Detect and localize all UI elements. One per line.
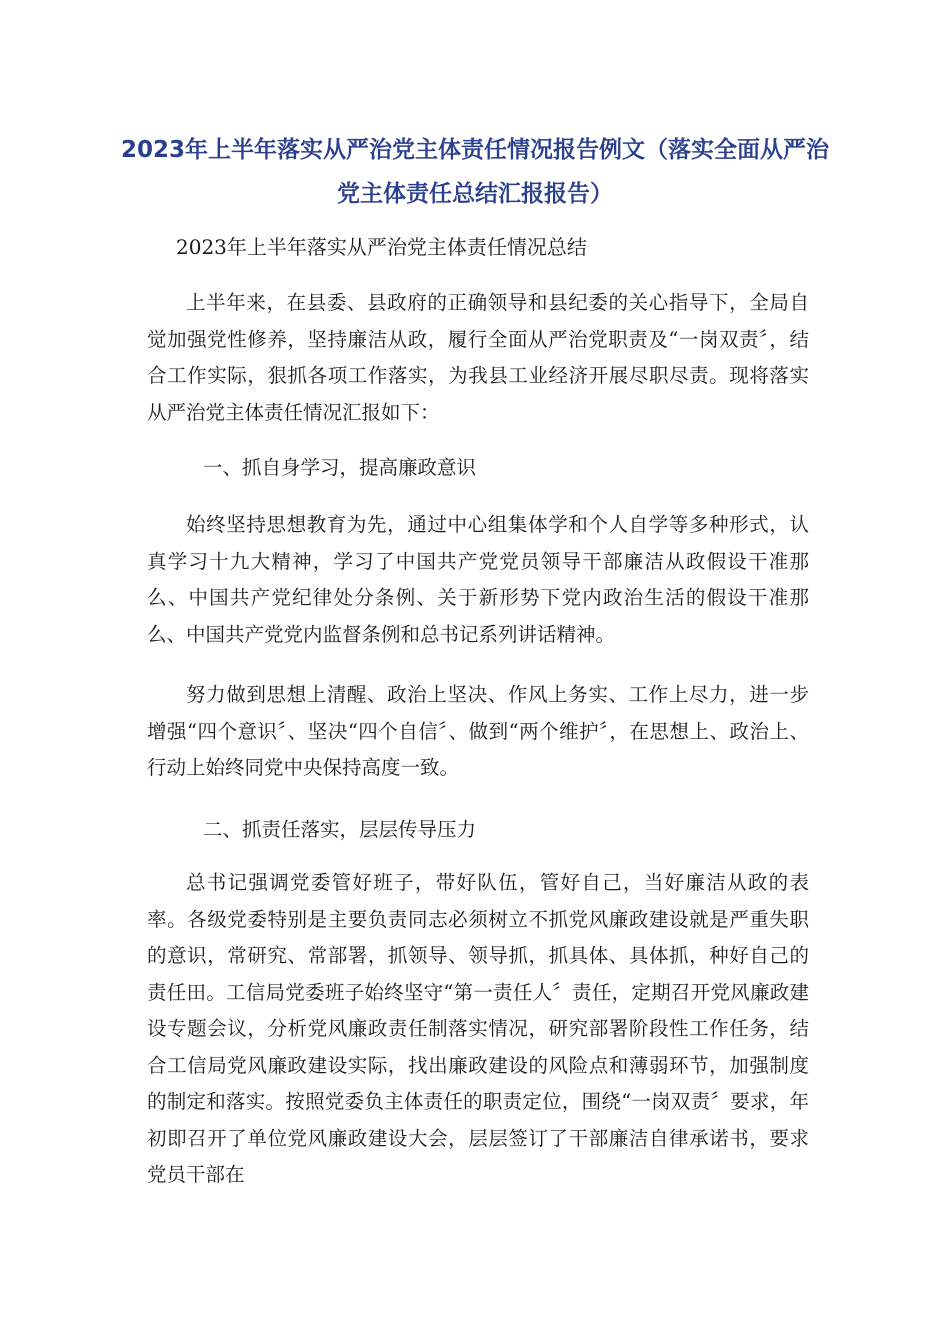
section-heading-2: 二、抓责任落实，层层传导压力 (203, 818, 477, 841)
paragraph-responsibility: 总书记强调党委管好班子，带好队伍，管好自己，当好廉洁从政的表率。各级党委特别是主要负责同志必须树立不抓党风廉政建设就是严重失职的意识，常研究、常部署，抓领导、领导抓，抓具体、具体抓，种好自己的责任田。工信局党委班子始终坚守“第一责任人〞责任，定期召开党风廉政建设专题会议，分析党风廉政责任制落实情况，研究部署阶段性工作任务，结合工信局党风廉政建设实际，找出廉政建设的风险点和薄弱环节，加强制度的制定和落实。按照党委负主体责任的职责定位，围绕“一岗双责〞要求，年初即召开了单位党风廉政建设大会，层层签订了干部廉洁自律承诺书，要求党员干部在 (147, 871, 809, 1186)
document-title: 2023年上半年落实从严治党主体责任情况报告例文（落实全面从严治党主体责任总结汇报报告） (120, 137, 829, 207)
paragraph-effort: 努力做到思想上清醒、政治上坚决、作风上务实、工作上尽力，进一步增强“四个意识〞、坚决“四个自信〞、做到“两个维护〞，在思想上、政治上、行动上始终同党中央保持高度一致。 (147, 683, 809, 779)
document-subtitle: 2023年上半年落实从严治党主体责任情况总结 (176, 235, 587, 259)
paragraph-intro: 上半年来，在县委、县政府的正确领导和县纪委的关心指导下，全局自觉加强党性修养，坚持廉洁从政，履行全面从严治党职责及“一岗双责〞，结合工作实际，狠抓各项工作落实，为我县工业经济开展尽职尽责。现将落实从严治党主体责任情况汇报如下： (147, 291, 809, 424)
section-heading-1: 一、抓自身学习，提高廉政意识 (203, 456, 477, 479)
paragraph-study: 始终坚持思想教育为先，通过中心组集体学和个人自学等多种形式，认真学习十九大精神，学习了中国共产党党员领导干部廉洁从政假设干准那么、中国共产党纪律处分条例、关于新形势下党内政治生活的假设干准那么、中国共产党党内监督条例和总书记系列讲话精神。 (147, 513, 809, 646)
